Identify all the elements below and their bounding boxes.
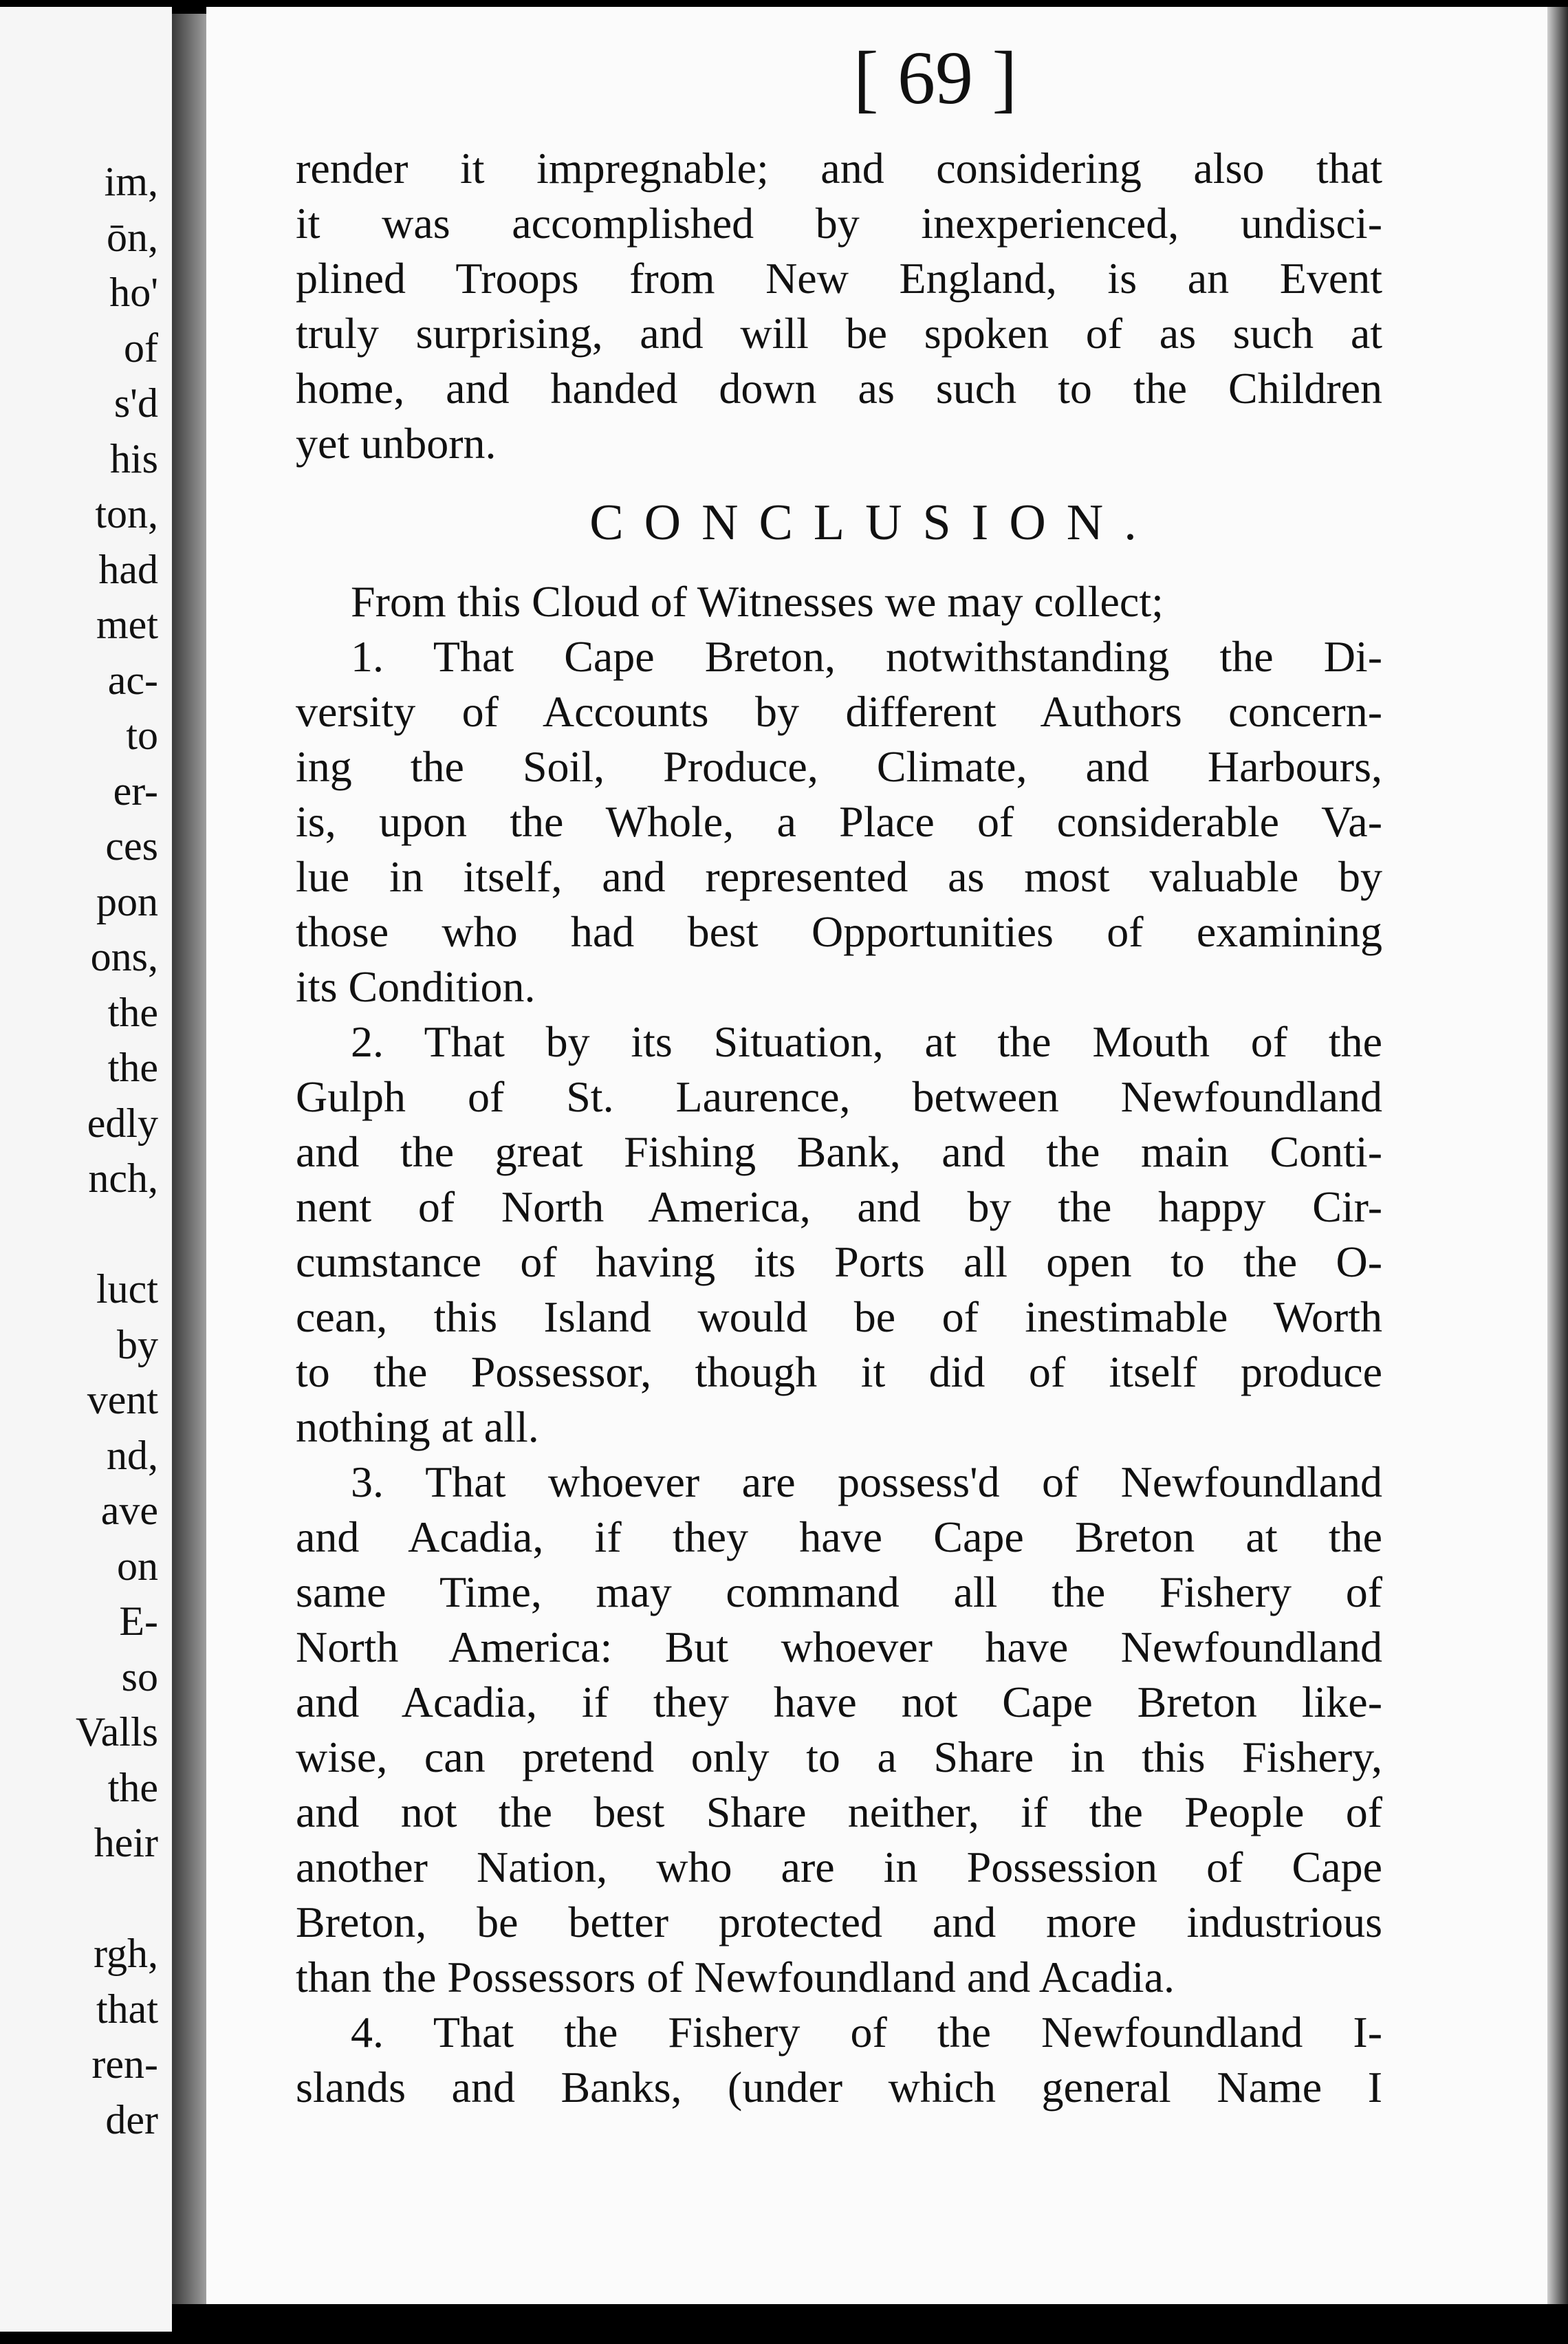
- left-page-line: ces: [105, 823, 158, 869]
- left-page-line: met: [96, 602, 158, 647]
- page-edge-shadow: [1547, 7, 1568, 2304]
- left-page-line: ren-: [91, 2041, 158, 2087]
- main-page: [206, 7, 1547, 2304]
- text-line: From this Cloud of Witnesses we may collect;: [351, 577, 1164, 626]
- left-page-line: on: [117, 1543, 158, 1589]
- left-page-line: ave: [100, 1488, 158, 1533]
- left-page-line: ōn,: [107, 214, 158, 260]
- left-page-line: had: [98, 546, 158, 592]
- text-line: render it impregnable; and considering also that: [296, 144, 1382, 193]
- text-line: another Nation, who are in Possession of Cape: [296, 1843, 1382, 1891]
- text-line: nothing at all.: [296, 1402, 539, 1451]
- left-page-line: his: [109, 435, 158, 481]
- text-line: 2. That by its Situation, at the Mouth of the: [351, 1017, 1382, 1066]
- text-line: its Condition.: [296, 962, 536, 1011]
- left-page-line: im,: [104, 159, 158, 204]
- left-page-line: so: [121, 1653, 158, 1700]
- left-page-line: to: [126, 713, 158, 758]
- text-line: Gulph of St. Laurence, between Newfoundland: [296, 1072, 1382, 1121]
- left-page-line: ton,: [95, 491, 158, 536]
- left-page-line: luct: [96, 1266, 158, 1312]
- left-page-line: nd,: [107, 1432, 158, 1478]
- text-line: and not the best Share neither, if the People of: [296, 1788, 1382, 1836]
- left-page-line: ho': [109, 270, 158, 315]
- left-page-line: Valls: [76, 1709, 158, 1755]
- page-number: [ 69 ]: [853, 36, 1018, 120]
- left-page-line: s'd: [113, 380, 158, 426]
- left-page-line: of: [124, 325, 158, 371]
- text-line: 3. That whoever are possess'd of Newfoundland: [351, 1457, 1382, 1506]
- left-page-line: rgh,: [94, 1931, 158, 1976]
- left-page-line: the: [107, 989, 158, 1035]
- left-page-line: the: [107, 1764, 158, 1810]
- text-line: yet unborn.: [296, 419, 497, 468]
- text-line: cean, this Island would be of inestimable Worth: [296, 1292, 1382, 1341]
- text-line: home, and handed down as such to the Children: [296, 364, 1382, 413]
- left-page-line: heir: [94, 1820, 158, 1865]
- text-line: wise, can pretend only to a Share in this Fishery,: [296, 1733, 1382, 1781]
- text-line: nent of North America, and by the happy Cir-: [296, 1182, 1382, 1231]
- text-line: 4. That the Fishery of the Newfoundland I-: [351, 2008, 1382, 2057]
- text-line: slands and Banks, (under which general Name I: [296, 2063, 1382, 2112]
- left-page-line: edly: [87, 1100, 158, 1146]
- text-line: and Acadia, if they have not Cape Breton like-: [296, 1678, 1382, 1726]
- left-page-fragment: [0, 7, 172, 2332]
- text-line: it was accomplished by inexperienced, undisci-: [296, 199, 1382, 248]
- left-page-line: er-: [113, 768, 158, 814]
- left-page-line: nch,: [88, 1155, 158, 1201]
- left-page-line: the: [107, 1045, 158, 1090]
- left-page-line: pon: [96, 878, 158, 924]
- text-line: and the great Fishing Bank, and the main Conti-: [296, 1127, 1382, 1176]
- left-page-line: vent: [87, 1377, 158, 1422]
- text-line: versity of Accounts by different Authors concern-: [296, 687, 1382, 736]
- text-line: truly surprising, and will be spoken of as such at: [296, 309, 1382, 358]
- left-page-line: E-: [119, 1598, 158, 1644]
- text-line: ing the Soil, Produce, Climate, and Harbours,: [296, 742, 1382, 791]
- text-line: lue in itself, and represented as most valuable by: [296, 852, 1382, 901]
- text-line: North America: But whoever have Newfoundland: [296, 1623, 1382, 1671]
- left-page-line: der: [105, 2096, 158, 2142]
- page-body: [296, 141, 1382, 2115]
- text-line: those who had best Opportunities of examining: [296, 907, 1382, 956]
- text-line: same Time, may command all the Fishery of: [296, 1567, 1382, 1616]
- text-line: 1. That Cape Breton, notwithstanding the Di-: [351, 632, 1382, 681]
- text-line: to the Possessor, though it did of itself produce: [296, 1347, 1382, 1396]
- text-line: Breton, be better protected and more industrious: [296, 1898, 1382, 1946]
- left-page-line: that: [96, 1986, 158, 2032]
- text-line: plined Troops from New England, is an Event: [296, 254, 1382, 303]
- text-line: and Acadia, if they have Cape Breton at the: [296, 1512, 1382, 1561]
- section-heading: CONCLUSION.: [589, 495, 1157, 551]
- left-page-line: ons,: [90, 934, 158, 979]
- text-line: than the Possessors of Newfoundland and Acadia.: [296, 1953, 1175, 2001]
- page-bottom-shadow: [172, 2304, 1568, 2344]
- left-page-line: ac-: [107, 657, 158, 703]
- left-page-line: by: [117, 1321, 158, 1367]
- text-line: is, upon the Whole, a Place of considerable Va-: [296, 797, 1382, 846]
- text-line: cumstance of having its Ports all open to the O-: [296, 1237, 1382, 1286]
